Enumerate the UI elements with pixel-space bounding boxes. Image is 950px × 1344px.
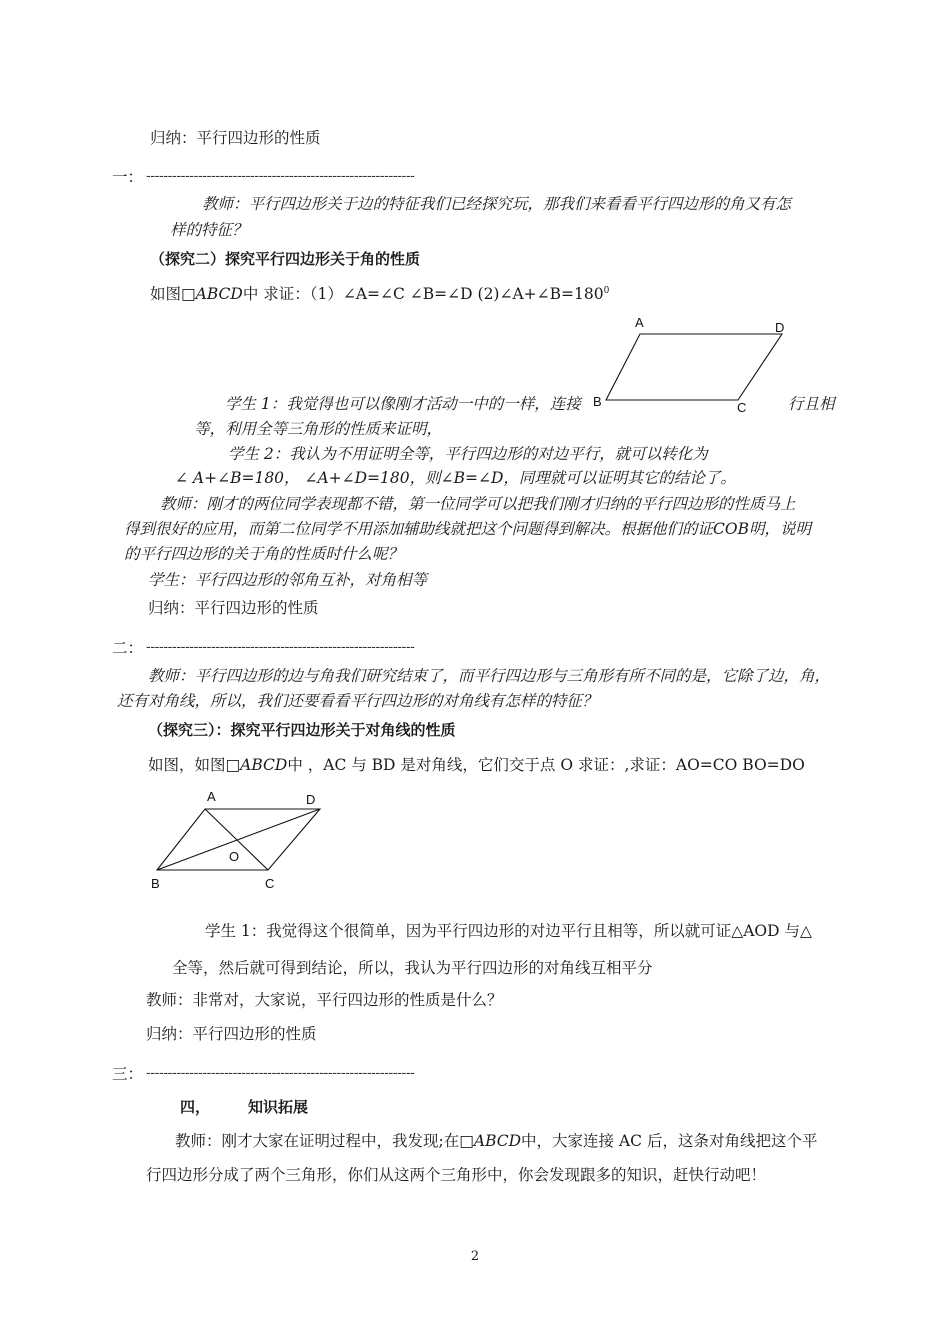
section-three-dashes: --------------------------------------------------------------: [146, 1065, 415, 1081]
parallelogram-1-shape: [606, 334, 782, 400]
teacher5-prefix: 教师：刚才大家在证明过程中，我发现;在: [175, 1132, 460, 1150]
parallelogram-figure-2: [145, 782, 335, 897]
teacher-line-1: 教师：平行四边形关于边的特征我们已经探究玩，那我们来看看平行四边形的角又有怎: [202, 195, 792, 213]
student-1-diag-line-cont: 全等，然后就可得到结论，所以，我认为平行四边形的对角线互相平分: [172, 959, 653, 977]
fig1-label-d: D: [775, 320, 785, 335]
student-2-line-cont: ∠ A+∠B=180， ∠A+∠D=180，则∠B=∠D，同理就可以证明其它的结论了。: [175, 469, 736, 487]
teacher-line-2-cont-2: 的平行四边形的关于角的性质时什么呢？: [124, 545, 404, 563]
student-1-diag-line: 学生 1：我觉得这个很简单，因为平行四边形的对边平行且相等，所以就可证△AOD 与△: [205, 922, 812, 940]
teacher-line-3-cont: 还有对角线，所以，我们还要看看平行四边形的对角线有怎样的特征？: [117, 692, 598, 710]
task3-text: 中 ，AC 与 BD 是对角线，它们交于点 O 求证：,求证：AO=CO BO=DO: [287, 756, 805, 774]
section-four-number: 四，: [180, 1098, 211, 1116]
page-number: 2: [470, 1249, 480, 1264]
parallelogram-figure-1: [590, 310, 800, 420]
summary-line-2: 归纳：平行四边形的性质: [148, 599, 319, 617]
summary-line-3: 归纳：平行四边形的性质: [146, 1025, 317, 1043]
teacher-line-4: 教师：非常对，大家说，平行四边形的性质是什么？: [146, 991, 503, 1009]
task-text: 中 求证：（1）∠A=∠C ∠B=∠D (2)∠A+∠B=180: [242, 285, 604, 303]
section-two-label: 二：: [112, 639, 144, 657]
teacher5-figure-name: □ABCD: [459, 1132, 522, 1150]
student-1-line-cont: 等，利用全等三角形的性质来证明，: [194, 420, 443, 438]
teacher-line-1-cont: 样的特征？: [170, 221, 248, 239]
task-figure-name: □ABCD: [181, 285, 243, 303]
inquiry-two-heading: （探究二）探究平行四边形关于角的性质: [150, 250, 421, 268]
fig2-label-a: A: [207, 789, 216, 804]
fig1-label-c: C: [737, 400, 747, 415]
task-prefix: 如图: [150, 285, 182, 303]
fig2-label-d: D: [306, 792, 316, 807]
inquiry-two-task: [150, 284, 609, 304]
section-one-label: 一：: [112, 168, 144, 186]
student-answer-line: 学生：平行四边形的邻角互补，对角相等: [148, 571, 428, 589]
teacher-line-5-cont: 行四边形分成了两个三角形，你们从这两个三角形中，你会发现跟多的知识，赶快行动吧！: [146, 1166, 767, 1184]
student-2-line: 学生 2：我认为不用证明全等，平行四边形的对边平行，就可以转化为: [228, 445, 708, 463]
fig1-label-b: B: [593, 394, 602, 409]
inquiry-three-heading: （探究三）：探究平行四边形关于对角线的性质: [148, 721, 456, 739]
student-1-line: 学生 1：我觉得也可以像刚才活动一中的一样，连接: [225, 395, 581, 413]
inquiry-three-task: [148, 755, 805, 775]
fig1-label-a: A: [635, 315, 644, 330]
teacher5-text: 中，大家连接 AC 后，这条对角线把这个平: [521, 1132, 818, 1150]
summary-line-1: 归纳：平行四边形的性质: [150, 129, 321, 147]
task-superscript: 0: [603, 285, 610, 296]
section-three-label: 三：: [112, 1065, 144, 1083]
task3-prefix: 如图，如图: [148, 756, 226, 774]
fig2-label-o: O: [229, 849, 240, 864]
fig2-label-c: C: [265, 876, 275, 891]
section-one-dashes: --------------------------------------------------------------: [146, 168, 415, 184]
task3-figure-name: □ABCD: [225, 756, 288, 774]
teacher-line-2-cont-1: 得到很好的应用，而第二位同学不用添加辅助线就把这个问题得到解决。根据他们的证COB明，说明: [124, 520, 811, 538]
fig2-label-b: B: [151, 876, 160, 891]
teacher-line-5: [175, 1131, 817, 1151]
section-two-dashes: --------------------------------------------------------------: [146, 639, 415, 655]
student-1-line-tail: 行且相: [788, 395, 835, 413]
section-four-title: 知识拓展: [248, 1098, 309, 1116]
teacher-line-3: 教师：平行四边形的边与角我们研究结束了，而平行四边形与三角形有所不同的是，它除了边，角，: [148, 667, 831, 685]
teacher-line-2: 教师：刚才的两位同学表现都不错，第一位同学可以把我们刚才归纳的平行四边形的性质马上: [160, 495, 796, 513]
